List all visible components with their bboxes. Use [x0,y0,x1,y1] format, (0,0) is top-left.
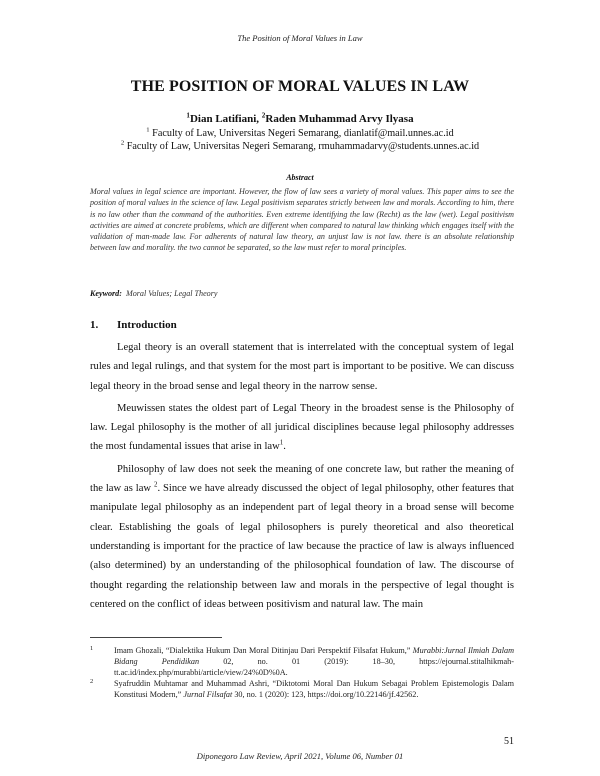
author2-name: Raden Muhammad Arvy Ilyasa [265,113,414,125]
footnote-1-text-b[interactable]: 02, no. 01 (2019): 18–30, https://ejournal.stitalhikmah-tt.ac.id/index.php/murabbi/article/view/24%0D%0A. [114,657,514,677]
section-number: 1. [90,319,99,331]
footnote-1 [90,645,514,678]
paragraph-3-text-b: . Since we have already discussed the object of legal philosophy, other features that manipulate legal philosophy as an independent part of legal theory in a broad sense will become clear. Establishing the goals of legal philosophers is purely theoretical and also theoretical understanding is important for the practice of law because the practice of law is always influenced (also determined) by an understanding of the philosophical foundation of law. The discourse of thought regarding the relationship between law and morals in the perspective of legal thought is centered on the conflict of ideas between positivism and natural law. The main [90,483,514,610]
paragraph-1: Legal theory is an overall statement that is interrelated with the conceptual system of legal rules and legal rulings, and that system for the most part is important to be positive. We can discuss legal theory in the broad sense and legal theory in the narrow sense. [90,342,514,392]
affiliation-1-text: Faculty of Law, Universitas Negeri Semarang, dianlatif@mail.unnes.ac.id [152,128,454,139]
paragraph-3 [90,460,514,614]
journal-footer: Diponegoro Law Review, April 2021, Volume 06, Number 01 [196,751,404,761]
paragraph-2-text: Meuwissen states the oldest part of Legal Theory in the broadest sense is the Philosophy of law. Legal philosophy is the mother of all juridical disciplines because legal philosophy addresses the most fundamental issues that arise in law [90,402,514,453]
footnote-ref-2[interactable]: 2 [154,481,158,489]
footnote-ref-1[interactable]: 1 [279,439,284,447]
keywords-label: Keyword: [90,289,122,298]
paragraph-2 [90,399,514,457]
footnote-separator [90,637,222,638]
footnote-1-journal: Murabbi:Jurnal Ilmiah Dalam Bidang Pendidikan [114,646,515,666]
section-heading [90,319,177,331]
paper-title: THE POSITION OF MORAL VALUES IN LAW [130,78,470,95]
footnote-1-text-a: Imam Ghozali, “Dialektika Hukum Dan Moral Ditinjau Dari Perspektif Filsafat Hukum,” [114,646,413,655]
section-title: Introduction [117,319,177,331]
abstract-text: Moral values in legal science are important. However, the flow of law sees a variety of moral values. This paper aims to see the position of moral values in the science of law. Legal positivism separates strictly between law and morals. According to him, there is no law other than the command of the authorities. Even extreme identifying the law (Recht) as the law (wet). Legal positivism activities are aimed at concrete problems, which are different when compared to natural law thinking which engages itself with the validation of man-made law. For adherents of natural law theory, an unjust law is not law. there is an absolute relationship between law and morality. the two cannot be separated, so the law must refer to moral principles. [90,187,514,253]
affiliation-2-text: Faculty of Law, Universitas Negeri Semarang, rmuhammadarvy@students.unnes.ac.id [126,141,480,152]
affiliation-1-superscript: 1 [146,126,150,134]
footnote-2 [90,678,514,700]
paragraph-3-text-a: Philosophy of law does not seek the meaning of one concrete law, but rather the meaning of the law as law [90,463,514,495]
abstract-heading: Abstract [286,173,314,182]
keywords [90,289,514,298]
author2-superscript: 2 [261,111,266,120]
author-line [0,113,600,125]
affiliation-1 [0,128,600,139]
footnote-2-text-a: Syafruddin Muhtamar and Muhammad Ashri, “Diktotomi Moral Dan Hukum Sebagai Problem Epistemologis Dalam Konstitusi Modern,” [114,679,514,699]
paragraph-2-end: . [283,441,286,453]
running-head: The Position of Moral Values in Law [237,33,363,43]
footnotes [90,645,514,700]
keywords-text: Moral Values; Legal Theory [125,289,218,298]
footnote-2-journal: Jurnal Filsafat [183,690,233,699]
affiliation-2 [0,141,600,152]
footnote-2-number: 2 [90,678,94,685]
page-number: 51 [504,736,514,747]
affiliation-2-superscript: 2 [120,139,125,147]
footnote-2-text-b[interactable]: 30, no. 1 (2020): 123, https://doi.org/10.22146/jf.42562. [232,690,419,699]
footnote-1-number: 1 [90,645,94,652]
author1-superscript: 1 [186,111,190,120]
body-text [90,338,514,617]
author1-name: Dian Latifiani, [189,113,262,125]
